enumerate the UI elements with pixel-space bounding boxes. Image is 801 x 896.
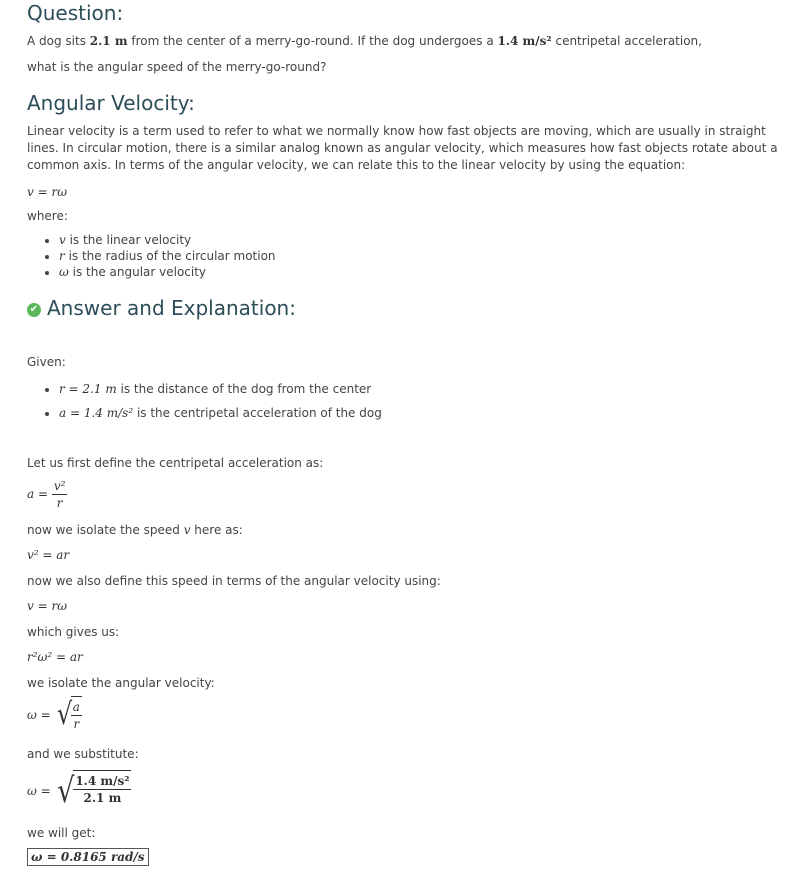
check-icon: ✔ <box>27 303 41 317</box>
step-text: we will get: <box>27 826 96 840</box>
step-text: we isolate the angular velocity: <box>27 676 215 690</box>
answer-heading: ✔ Answer and Explanation: <box>27 296 296 320</box>
where-label: where: <box>27 209 68 223</box>
list-item: • ω is the angular velocity <box>59 264 276 280</box>
question-text: A dog sits <box>27 34 90 48</box>
omega-equation: ω = √ $\frac{a}{r}$ <box>27 697 80 732</box>
step-text: now we isolate the speed v here as: <box>27 523 243 537</box>
list-item: • r is the radius of the circular motion <box>59 248 276 264</box>
linear-angular-equation: v = rω <box>27 599 67 613</box>
step-text: which gives us: <box>27 625 120 639</box>
sqrt: √ $\frac{\text{1.4 m/s²}}{2.1 m}$ <box>56 771 130 811</box>
question-heading: Question: <box>27 1 124 25</box>
substitution-equation: ω = √ $\frac{\text{1.4 m/s²}}{2.1 m}$ <box>27 771 130 811</box>
step-text: now we also define this speed in terms of the angular velocity using: <box>27 574 441 588</box>
combined-equation: r²ω² = ar <box>27 650 83 664</box>
final-answer-box: ω = 0.8165 rad/s <box>27 848 149 866</box>
list-item: • v is the linear velocity <box>59 232 276 248</box>
acceleration-value: 1.4 m/s² <box>497 34 552 48</box>
speed-squared-equation: v² = ar <box>27 548 70 562</box>
step-text: and we substitute: <box>27 747 139 761</box>
final-answer <box>27 848 149 866</box>
angular-velocity-heading: Angular Velocity: <box>27 91 195 115</box>
variable-list <box>27 232 276 280</box>
sqrt: √ $\frac{a}{r}$ <box>56 697 80 732</box>
centripetal-equation: a = $\frac{\text{v²}}{r}$ <box>27 479 66 510</box>
given-list <box>27 377 382 425</box>
question-text: centripetal acceleration, <box>551 34 702 48</box>
linear-angular-equation: v = rω <box>27 185 67 199</box>
step-text: Let us first define the centripetal acceleration as: <box>27 456 324 470</box>
given-label: Given: <box>27 355 66 369</box>
radius-value: 2.1 m <box>89 34 128 48</box>
angular-velocity-paragraph: Linear velocity is a term used to refer to what we normally know how fast objects are moving, which are usually in straight lines. In circular motion, there is a similar analog known as angular velocity, which measures how fast objects rotate about a common axis. In terms of the angular velocity, we can relate this to the linear velocity by using the equation: <box>27 124 778 172</box>
question-text: from the center of a merry-go-round. If the dog undergoes a <box>127 34 498 48</box>
list-item: • a = 1.4 m/s² is the centripetal acceleration of the dog <box>59 401 382 425</box>
question-text-line2: what is the angular speed of the merry-go-round? <box>27 60 327 74</box>
list-item: • r = 2.1 m is the distance of the dog from the center <box>59 377 382 401</box>
question-text-line1 <box>27 33 702 50</box>
fraction: $\frac{\text{v²}}{r}$ <box>53 479 66 510</box>
